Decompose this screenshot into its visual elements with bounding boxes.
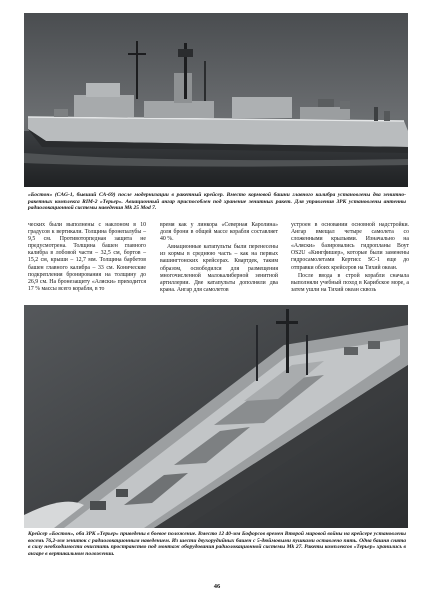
column-3-paragraph-1: устроен в основании основной надстройки. Ангар вмещал четыре самолета со сложенными крыльями. Изначально на «Аляски» базировались гидропланы Воут OS2U «Кингфишер», которые были заменены гидросамолетами Кертисс SC-1 еще до отправки обоих крейсеров на Тихий океан.: [291, 222, 409, 271]
photo-cruiser-boston-side: [24, 13, 408, 187]
photo-bottom-image: [24, 305, 408, 528]
page-number: 46: [213, 583, 221, 590]
column-1-paragraph-1: ческих были выполнены с наклоном в 10 градусов к вертикали. Толщина бронепалубы – 9,5 см. Противоторпедная защита не предусмотрена. Толщина башен главного калибра в лобовой части – 32,5 см, бортов – 15,2 см, крыши – 12,7 мм. Толщина барбетов башен главного калибра – 33 см. Конические подкрепления бронирования на толщину до 26,9 см. На бронезащиту «Аляски» приходится 17 % массы всего корабля, в то: [28, 222, 146, 292]
photo-top-image: [24, 13, 408, 187]
caption-bottom: Крейсер «Бостон», оба ЗРК «Терьер» приведены в боевое положение. Вместо 12 40-мм Бофорсов времен Второй мировой войны на крейсере установлены восемь 76,2-мм зениток с радиолокационным наведением. Из шести двухорудийных башен с 5-дюймовыми пушками оставлено пять. Одна башня снята в силу необходимости очистить пространство под монтаж оборудования радиолокационной системы Mk 27. Ракеты комплексов «Терьер» хранились в ангаре в вертикальном положении.: [28, 531, 406, 557]
photo-cruiser-boston-aerial: [24, 305, 408, 528]
column-2-paragraph-1: время как у линкора «Северная Каролина» доля брони в общей массе корабля составляет 40 %.: [160, 222, 278, 243]
text-column-1: [28, 222, 146, 294]
caption-top: «Бостон» (CAG-1, бывший CA-69) после модернизации в ракетный крейсер. Вместо кормовой башни главного калибра установлены два зенитно-ракетных комплекса RIM-2 «Терьер». Авиационный ангар приспособлен под хранение зенитных ракет. Для управления ЗРК установлены антенны радиолокационной системы наведения Mk 25 Mod 7.: [28, 192, 406, 212]
column-3-paragraph-2: После ввода в строй корабли сначала выполняли учебный поход в Карибское море, а затем ушли на Тихий океан сквозь: [291, 272, 409, 293]
text-column-2: [160, 222, 278, 295]
text-column-3: [291, 222, 409, 295]
column-2-paragraph-2: Авиационные катапульты были перенесены из кормы в среднюю часть – как на первых вашингтонских крейсерах. Квартдек, таким образом, освободился для размещения многочисленной малокалиберной зенитной артиллерии. Две катапульты дополняли два крана. Ангар для самолетов: [160, 244, 278, 293]
